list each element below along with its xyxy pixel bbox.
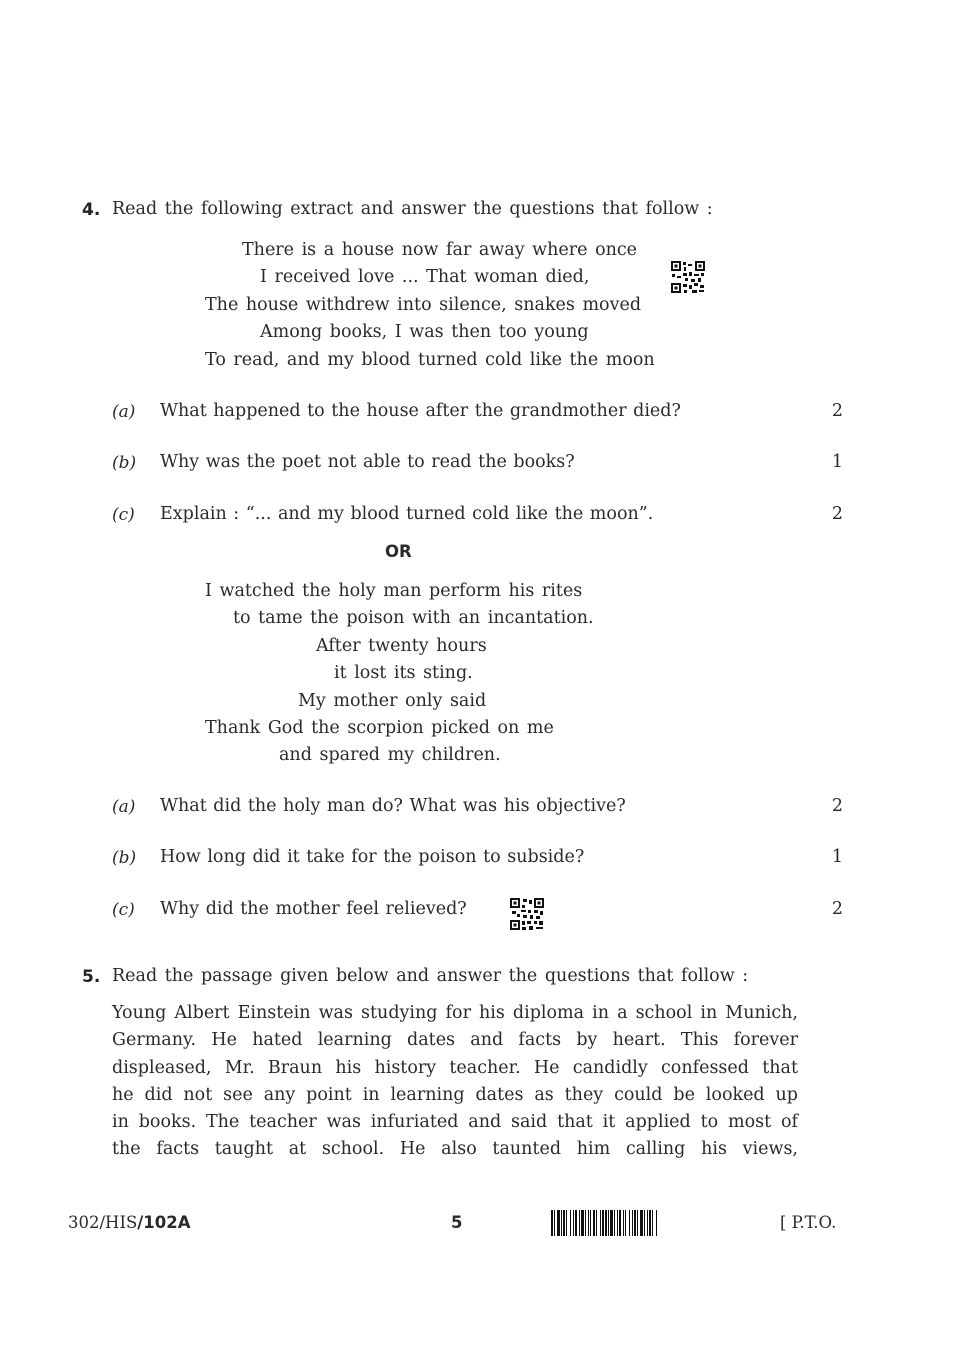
extract-2-line-7: and spared my children.: [279, 745, 501, 765]
subquestion-label: (b): [112, 453, 137, 473]
passage-line: he did not see any point in learning dates as they could be looked up: [112, 1084, 798, 1105]
subquestion-marks: 2: [831, 796, 843, 816]
or-separator: OR: [385, 542, 412, 561]
paper-code-suffix: /102A: [137, 1213, 191, 1232]
extract-1-line-1: There is a house now far away where once: [242, 240, 638, 260]
passage-line: Young Albert Einstein was studying for his diploma in a school in Munich,: [112, 1003, 798, 1023]
subquestion-text: What happened to the house after the grandmother died?: [160, 401, 681, 421]
subquestion-marks: 2: [831, 899, 843, 919]
extract-2-line-6: Thank God the scorpion picked on me: [205, 718, 554, 738]
pto-label: [ P.T.O.: [780, 1213, 837, 1232]
question-5-instruction: Read the passage given below and answer the questions that follow :: [112, 966, 749, 986]
qr-code-icon: [671, 261, 705, 293]
subquestion-marks: 1: [831, 452, 843, 472]
subquestion-text: Why was the poet not able to read the books?: [160, 452, 575, 472]
page-number: 5: [451, 1213, 463, 1232]
extract-2-line-1: I watched the holy man perform his rites: [205, 581, 583, 601]
paper-code-prefix: 302/HIS: [68, 1213, 138, 1232]
extract-1-line-2: I received love ... That woman died,: [260, 267, 590, 287]
extract-1-line-3: The house withdrew into silence, snakes moved: [205, 295, 642, 315]
subquestion-marks: 2: [831, 401, 843, 421]
subquestion-label: (c): [112, 900, 135, 920]
subquestion-marks: 1: [831, 847, 843, 867]
paper-code: [68, 1213, 191, 1232]
subquestion-marks: 2: [831, 504, 843, 524]
subquestion-text: Explain : “... and my blood turned cold like the moon”.: [160, 504, 654, 524]
extract-2-line-2: to tame the poison with an incantation.: [233, 608, 594, 628]
subquestion-label: (c): [112, 505, 135, 525]
barcode-icon: [551, 1210, 659, 1236]
passage: [112, 1000, 798, 1164]
question-5-number: 5.: [82, 967, 101, 987]
extract-2-line-4: it lost its sting.: [334, 663, 473, 683]
subquestion-text: Why did the mother feel relieved?: [160, 899, 467, 919]
subquestion-label: (a): [112, 402, 136, 422]
subquestion-label: (b): [112, 848, 137, 868]
subquestion-text: What did the holy man do? What was his objective?: [160, 796, 626, 816]
extract-2-line-5: My mother only said: [298, 691, 487, 711]
question-4-number: 4.: [82, 200, 101, 220]
passage-line: displeased, Mr. Braun his history teacher. He candidly confessed that: [112, 1057, 798, 1078]
extract-1-line-4: Among books, I was then too young: [260, 322, 589, 342]
subquestion-label: (a): [112, 797, 136, 817]
passage-line: the facts taught at school. He also taunted him calling his views,: [112, 1139, 798, 1160]
passage-line: Germany. He hated learning dates and facts by heart. This forever: [112, 1030, 798, 1051]
subquestion-text: How long did it take for the poison to subside?: [160, 847, 585, 867]
passage-line: in books. The teacher was infuriated and said that it applied to most of: [112, 1112, 798, 1133]
qr-code-icon: [510, 898, 544, 930]
extract-2-line-3: After twenty hours: [316, 636, 487, 656]
extract-1-line-5: To read, and my blood turned cold like the moon: [205, 350, 655, 370]
question-4-instruction: Read the following extract and answer the questions that follow :: [112, 199, 713, 219]
